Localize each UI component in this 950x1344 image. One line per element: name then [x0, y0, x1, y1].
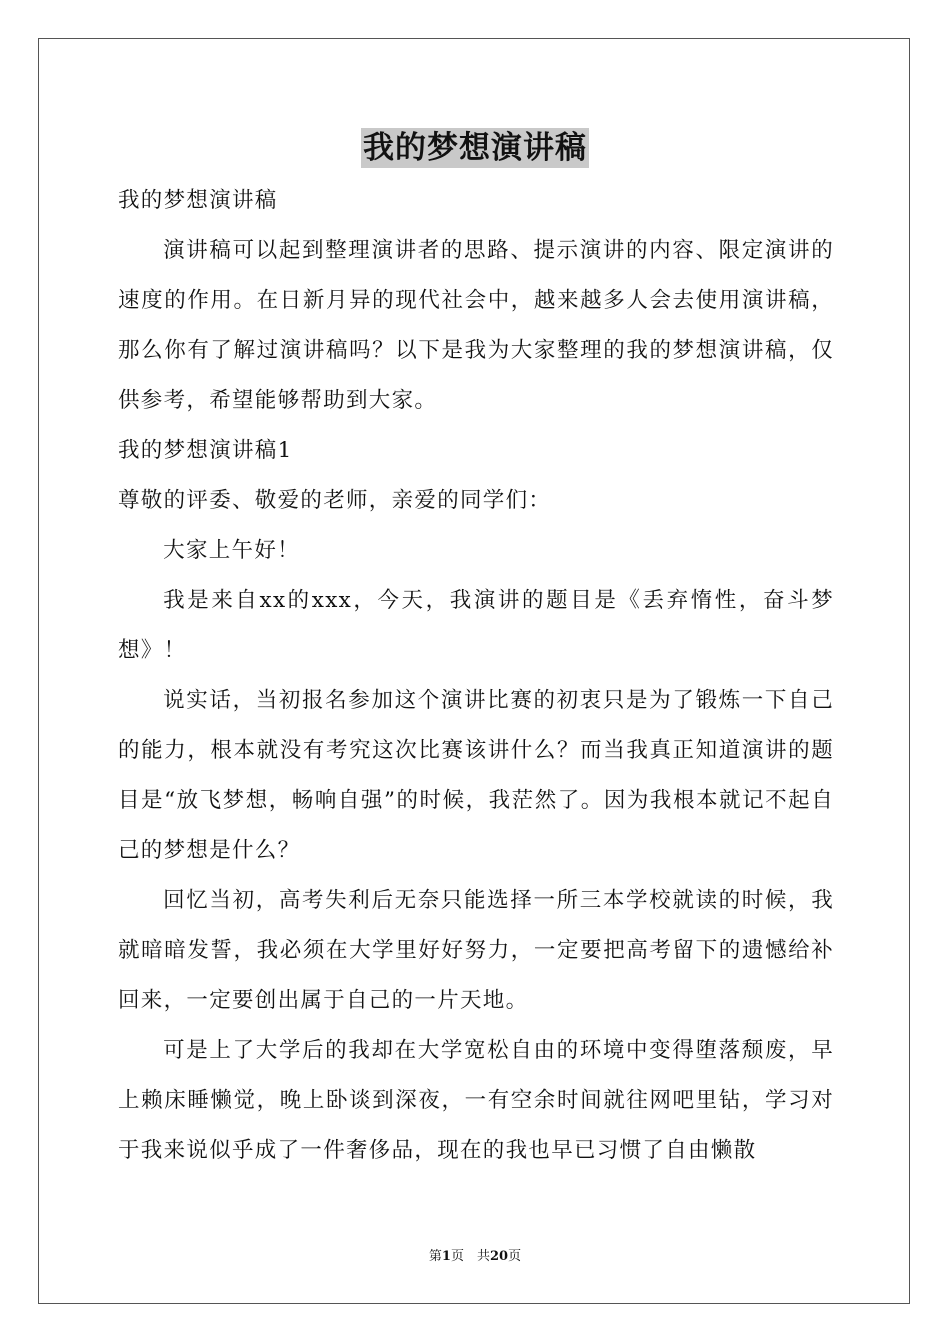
paragraph: 尊敬的评委、敬爱的老师，亲爱的同学们： [118, 488, 552, 513]
page-label-mid: 页 共 [450, 1249, 490, 1264]
page-label-prefix: 第 [428, 1249, 442, 1264]
title-container [0, 128, 950, 168]
paragraph: 我的梦想演讲稿 [118, 188, 278, 213]
paragraph: 可是上了大学后的我却在大学宽松自由的环境中变得堕落颓废，早上赖床睡懒觉，晚上卧谈到深夜，一有空余时间就往网吧里钻，学习对于我来说似乎成了一件奢侈品，现在的我也早已习惯了自由懒散 [118, 1038, 834, 1163]
page-current: 1 [441, 1249, 451, 1264]
paragraph: 回忆当初，高考失利后无奈只能选择一所三本学校就读的时候，我就暗暗发誓，我必须在大学里好好努力，一定要把高考留下的遗憾给补回来，一定要创出属于自己的一片天地。 [118, 888, 834, 1013]
page-footer [0, 1245, 950, 1264]
paragraph: 大家上午好！ [163, 538, 300, 563]
paragraph: 我的梦想演讲稿1 [118, 438, 293, 463]
document-body [118, 176, 834, 1176]
page-total: 20 [489, 1249, 509, 1264]
page-label-suffix: 页 [508, 1249, 522, 1264]
paragraph: 演讲稿可以起到整理演讲者的思路、提示演讲的内容、限定演讲的速度的作用。在日新月异的现代社会中，越来越多人会去使用演讲稿，那么你有了解过演讲稿吗？以下是我为大家整理的我的梦想演讲稿，仅供参考，希望能够帮助到大家。 [118, 238, 834, 413]
paragraph: 我是来自xx的xxx，今天，我演讲的题目是《丢弃惰性，奋斗梦想》！ [118, 588, 834, 663]
paragraph: 说实话，当初报名参加这个演讲比赛的初衷只是为了锻炼一下自己的能力，根本就没有考究这次比赛该讲什么？而当我真正知道演讲的题目是“放飞梦想，畅响自强”的时候，我茫然了。因为我根本就记不起自己的梦想是什么？ [118, 688, 834, 863]
document-title: 我的梦想演讲稿 [363, 130, 587, 166]
